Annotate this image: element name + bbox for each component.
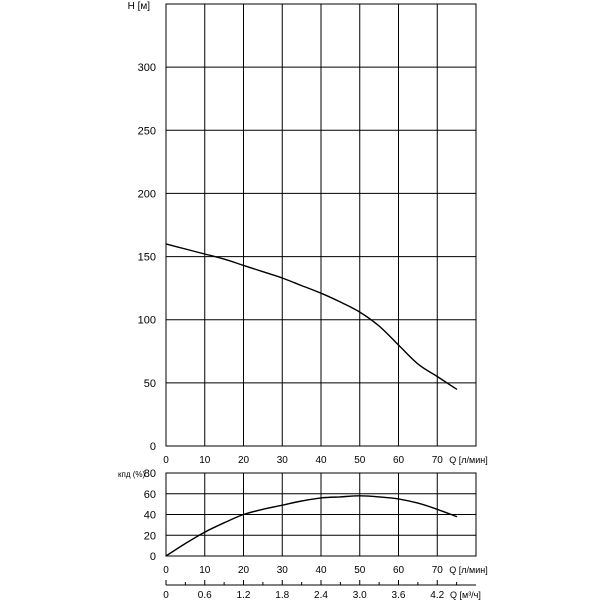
q-axis-tick-label: 4.2 [430,590,445,600]
eff-data-point [320,497,321,498]
eff-ytick-label: 60 [143,488,156,501]
eff-xtick-label: 20 [237,565,250,576]
head-data-point [165,243,166,244]
head-yaxis-label: H [м] [127,1,150,12]
eff-ytick-label: 20 [143,530,156,543]
head-xtick-label: 0 [163,455,169,466]
eff-xaxis-label: Q [л/мин] [449,565,488,575]
head-ytick-label: 300 [137,62,156,75]
head-xaxis-label: Q [л/мин] [449,455,488,465]
q-axis-tick-label: 0.6 [197,590,212,600]
eff-data-point [243,514,244,515]
head-ytick-label: 250 [137,125,156,138]
eff-curve [166,496,457,556]
head-xtick-label: 20 [237,455,250,466]
q-axis-tick-label: 1.8 [275,590,290,600]
head-xtick-label: 60 [392,455,405,466]
eff-data-point [224,522,225,523]
eff-data-point [301,500,302,501]
eff-xtick-label: 50 [354,565,366,576]
head-xtick-label: 40 [315,455,327,466]
q-axis-tick-label: 2.4 [314,590,328,600]
eff-ytick-label: 0 [149,551,156,563]
head-ytick-label: 0 [149,441,156,453]
head-data-point [417,363,418,364]
head-curve [166,244,457,389]
eff-data-point [282,505,283,506]
secondary-flow-axis [163,580,481,600]
head-data-point [320,293,321,294]
eff-data-point [417,502,418,503]
eff-xtick-label: 10 [199,565,211,576]
eff-data-point [379,496,380,497]
head-data-point [437,376,438,377]
head-data-point [262,271,263,272]
eff-xtick-label: 60 [392,565,405,576]
head-xtick-label: 70 [431,455,443,466]
head-ytick-label: 150 [137,251,156,264]
eff-data-point [204,532,205,533]
eff-data-point [398,498,399,499]
eff-xtick-label: 30 [276,565,288,576]
head-data-point [398,344,399,345]
head-data-point [359,312,360,313]
head-ytick-label: 200 [137,188,156,201]
eff-ytick-label: 80 [143,468,156,480]
eff-data-point [456,516,457,517]
eff-data-point [165,555,166,556]
head-data-point [456,389,457,390]
head-ytick-label: 50 [143,377,156,390]
eff-xtick-label: 40 [315,565,327,576]
head-data-point [243,265,244,266]
head-data-point [340,301,341,302]
eff-data-point [262,509,263,510]
head-chart [128,1,488,466]
efficiency-chart [118,468,488,576]
head-data-point [204,253,205,254]
eff-data-point [185,543,186,544]
q-axis-tick-label: 3.0 [352,590,367,600]
eff-data-point [437,509,438,510]
head-data-point [379,325,380,326]
head-xtick-label: 50 [354,455,366,466]
head-data-point [282,277,283,278]
q-axis-tick-label: 1.2 [236,590,251,600]
q-axis-tick-label: 0 [163,590,169,600]
head-ytick-label: 100 [137,314,156,327]
head-data-point [224,258,225,259]
head-data-point [301,285,302,286]
eff-ytick-label: 40 [143,509,156,522]
q-axis-tick-label: 3.6 [391,590,406,600]
eff-xtick-label: 70 [431,565,443,576]
head-data-point [185,248,186,249]
eff-data-point [340,496,341,497]
eff-yaxis-label: кпд (%) [118,470,146,479]
q-axis-label: Q [м³/ч] [450,590,481,600]
eff-data-point [359,495,360,496]
head-xtick-label: 10 [199,455,211,466]
eff-xtick-label: 0 [163,565,169,576]
head-xtick-label: 30 [276,455,288,466]
